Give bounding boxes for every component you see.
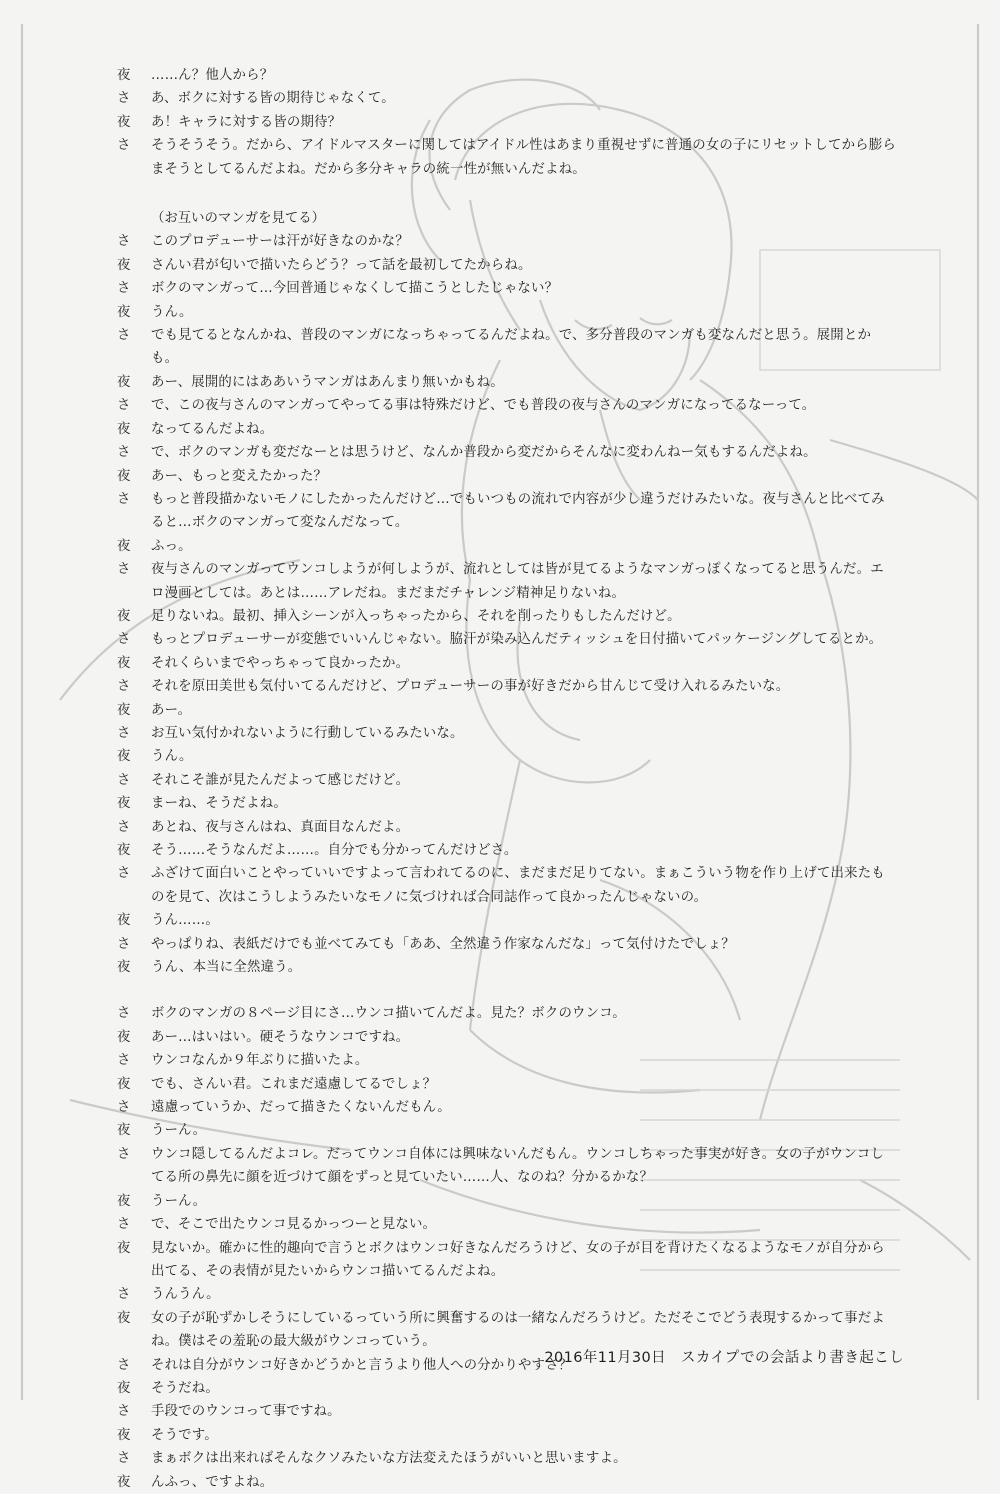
dialogue-line — [117, 816, 897, 839]
dialogue-line — [117, 418, 897, 441]
dialogue-text: うーん。 — [151, 1123, 207, 1139]
speaker-label: さ — [117, 138, 131, 154]
dialogue-text: あ、ボクに対する皆の期待じゃなくて。 — [151, 91, 395, 107]
dialogue-text: そうです。 — [151, 1427, 218, 1443]
dialogue-line — [117, 956, 897, 979]
dialogue-line — [117, 230, 897, 253]
dialogue-text: そうだね。 — [151, 1380, 219, 1396]
speaker-label: 夜 — [117, 468, 131, 484]
dialogue-line — [117, 839, 897, 862]
dialogue-text: それこそ誰が見たんだよって感じだけど。 — [151, 772, 410, 788]
dialogue-line — [117, 722, 897, 745]
speaker-label: さ — [117, 1451, 131, 1467]
dialogue-line — [117, 111, 897, 134]
speaker-label: さ — [117, 562, 131, 578]
speaker-label: 夜 — [117, 1123, 131, 1139]
speaker-label: さ — [117, 725, 131, 741]
dialogue-line — [117, 909, 897, 932]
dialogue-line — [117, 134, 897, 181]
dialogue-text: そうそうそう。だから、アイドルマスターに関してはアイドル性はあまり重視せずに普通の女の子にリセットしてから膨らまそうとしてるんだよね。だから多分キャラの統一性が無いんだよね。 — [151, 138, 896, 177]
speaker-label: 夜 — [117, 1427, 131, 1443]
dialogue-line — [117, 1026, 897, 1049]
speaker-label: さ — [117, 281, 131, 297]
speaker-label: 夜 — [117, 1310, 131, 1326]
speaker-label: 夜 — [117, 421, 131, 437]
dialogue-text: あー、展開的にはああいうマンガはあんまり無いかもね。 — [151, 374, 504, 390]
speaker-label: さ — [117, 936, 131, 952]
speaker-label: さ — [117, 234, 131, 250]
dialogue-text: あ！キャラに対する皆の期待？ — [151, 114, 342, 130]
dialogue-line — [117, 1002, 897, 1025]
dialogue-text: ふっ。 — [151, 538, 192, 554]
speaker-label: さ — [117, 1357, 131, 1373]
speaker-label: さ — [117, 445, 131, 461]
dialogue-text: お互い気付かれないように行動しているみたいな。 — [151, 725, 464, 741]
dialogue-line — [117, 441, 897, 464]
dialogue-text: でも、さんい君。これまだ遠慮してるでしょ？ — [151, 1076, 437, 1092]
speaker-label: 夜 — [117, 1474, 131, 1490]
dialogue-text: ……ん？他人から？ — [151, 68, 274, 83]
dialogue-text: やっぱりね、表紙だけでも並べてみても「ああ、全然違う作家なんだな」って気付けたでしょ？ — [151, 936, 735, 952]
dialogue-text: あー…はいはい。硬そうなウンコですね。 — [151, 1029, 410, 1045]
dialogue-line — [117, 1143, 897, 1190]
speaker-label: 夜 — [117, 960, 131, 976]
dialogue-line — [117, 1049, 897, 1072]
speaker-label: 夜 — [117, 1240, 131, 1256]
dialogue-text: うん。 — [151, 304, 193, 320]
dialogue-line — [117, 675, 897, 698]
dialogue-line — [117, 488, 897, 535]
speaker-label: 夜 — [117, 538, 131, 554]
speaker-label: さ — [117, 1146, 131, 1162]
speaker-label: 夜 — [117, 1193, 131, 1209]
dialogue-line — [117, 652, 897, 675]
dialogue-line — [117, 1073, 897, 1096]
dialogue-text: あー。 — [151, 702, 192, 718]
dialogue-line — [117, 1190, 897, 1213]
speaker-label: さ — [117, 1217, 131, 1233]
speaker-label: 夜 — [117, 304, 131, 320]
dialogue-line — [117, 301, 897, 324]
dialogue-text: あとね、夜与さんはね、真面目なんだよ。 — [151, 819, 410, 835]
dialogue-text: うん、本当に全然違う。 — [151, 960, 302, 976]
speaker-label: 夜 — [117, 68, 131, 83]
dialogue-line — [117, 87, 897, 110]
dialogue-line — [117, 277, 897, 300]
dialogue-text: でも見てるとなんかね、普段のマンガになっちゃってるんだよね。で、多分普段のマンガも変なんだと思う。展開とかも。 — [151, 328, 872, 367]
dialogue-line — [117, 371, 897, 394]
dialogue-text: で、この夜与さんのマンガってやってる事は特殊だけど、でも普段の夜与さんのマンガになってるなーって。 — [151, 398, 816, 414]
speaker-label: 夜 — [117, 257, 131, 273]
dialogue-section-3 — [117, 1002, 897, 1494]
speaker-label: さ — [117, 398, 131, 414]
dialogue-text: 見ないか。確かに性的趣向で言うとボクはウンコ好きなんだろうけど、女の子が目を背けたくなるようなモノが自分から出てる、その表情が見たいからウンコ描いてるんだよね。 — [151, 1240, 885, 1279]
dialogue-text: うんうん。 — [151, 1287, 220, 1303]
dialogue-line — [117, 1213, 897, 1236]
dialogue-line — [117, 769, 897, 792]
dialogue-line — [117, 558, 897, 605]
dialogue-text: まーね、そうだよね。 — [151, 796, 287, 812]
dialogue-text: ウンコなんか９年ぶりに描いたよ。 — [151, 1053, 369, 1069]
speaker-label: さ — [117, 91, 131, 107]
speaker-label: さ — [117, 491, 131, 507]
speaker-label: さ — [117, 1404, 131, 1420]
dialogue-line — [117, 1424, 897, 1447]
dialogue-line — [117, 1237, 897, 1284]
dialogue-line — [117, 933, 897, 956]
dialogue-line — [117, 1400, 897, 1423]
dialogue-text: ボクのマンガの８ページ目にさ…ウンコ描いてんだよ。見た？ボクのウンコ。 — [151, 1006, 626, 1022]
dialogue-text: 足りないね。最初、挿入シーンが入っちゃったから、それを削ったりもしたんだけど。 — [151, 608, 681, 624]
dialogue-text: で、そこで出たウンコ見るかっつーと見ない。 — [151, 1217, 437, 1233]
dialogue-line — [117, 862, 897, 909]
dialogue-text: 手段でのウンコって事ですね。 — [151, 1404, 341, 1420]
dialogue-text: そう……そうなんだよ……。自分でも分かってんだけどさ。 — [151, 843, 518, 858]
dialogue-line — [117, 254, 897, 277]
transcript — [117, 64, 897, 1494]
dialogue-text: このプロデューサーは汗が好きなのかな？ — [151, 234, 409, 250]
dialogue-text: うん……。 — [151, 913, 219, 929]
speaker-label: 夜 — [117, 796, 131, 812]
dialogue-text: もっと普段描かないモノにしたかったんだけど…でもいつもの流れで内容が少し違うだけみたいな。夜与さんと比べてみると…ボクのマンガって変なんだなって。 — [151, 491, 885, 531]
dialogue-line — [117, 535, 897, 558]
dialogue-text: あー、もっと変えたかった？ — [151, 468, 328, 484]
dialogue-line — [117, 1471, 897, 1494]
section-heading: （お互いのマンガを見てる） — [151, 211, 326, 227]
dialogue-text: さんい君が匂いで描いたらどう？って話を最初してたからね。 — [151, 257, 532, 273]
dialogue-line — [117, 1119, 897, 1142]
speaker-label: 夜 — [117, 608, 131, 624]
speaker-label: 夜 — [117, 1380, 131, 1396]
speaker-label: さ — [117, 866, 131, 882]
speaker-label: さ — [117, 1006, 131, 1022]
dialogue-text: それは自分がウンコ好きかどうかと言うより他人への分かりやすさ？ — [151, 1357, 573, 1373]
dialogue-line — [117, 745, 897, 768]
dialogue-line — [117, 1096, 897, 1119]
speaker-label: 夜 — [117, 374, 131, 390]
speaker-label: さ — [117, 679, 131, 695]
speaker-label: さ — [117, 1100, 131, 1116]
dialogue-text: まぁボクは出来ればそんなクソみたいな方法変えたほうがいいと思いますよ。 — [151, 1451, 627, 1467]
speaker-label: さ — [117, 1053, 131, 1069]
dialogue-text: もっとプロデューサーが変態でいいんじゃない。脇汗が染み込んだティッシュを日付描いてパッケージングしてるとか。 — [151, 632, 883, 648]
speaker-label: 夜 — [117, 702, 131, 718]
dialogue-section-2 — [117, 230, 897, 979]
transcript-date-note: 2016年11月30日 スカイプでの会話より書き起こし — [544, 1350, 904, 1366]
dialogue-line — [117, 1377, 897, 1400]
dialogue-line — [117, 324, 897, 371]
speaker-label: 夜 — [117, 913, 131, 929]
speaker-label: さ — [117, 1287, 131, 1303]
speaker-label: さ — [117, 819, 131, 835]
dialogue-line — [117, 605, 897, 628]
dialogue-line — [117, 394, 897, 417]
dialogue-text: うーん。 — [151, 1193, 207, 1209]
speaker-label: 夜 — [117, 114, 131, 130]
speaker-label: 夜 — [117, 1076, 131, 1092]
dialogue-text: ふざけて面白いことやっていいですよって言われてるのに、まだまだ足りてない。まぁこういう物を作り上げて出来たものを見て、次はこうしようみたいなモノに気づければ合同誌作って良かったんじゃないの。 — [151, 866, 885, 905]
speaker-label: さ — [117, 328, 131, 344]
speaker-label: さ — [117, 772, 131, 788]
dialogue-text: ウンコ隠してるんだよコレ。だってウンコ自体には興味ないんだもん。ウンコしちゃった事実が好き。女の子がウンコしてる所の鼻先に顔を近づけて顔をずっと見ていたい……人、なのね？分かるかな？ — [151, 1146, 885, 1186]
dialogue-text: 夜与さんのマンガってウンコしようが何しようが、流れとしては皆が見てるようなマンガっぽくなってると思うんだ。エロ漫画としては。あとは……アレだね。まだまだチャレンジ精神足りないね。 — [151, 562, 884, 601]
dialogue-text: なってるんだよね。 — [151, 421, 274, 437]
dialogue-section-1 — [117, 64, 897, 181]
dialogue-text: で、ボクのマンガも変だなーとは思うけど、なんか普段から変だからそんなに変わんねー気もするんだよね。 — [151, 445, 817, 461]
dialogue-text: それくらいまでやっちゃって良かったか。 — [151, 655, 410, 671]
speaker-label: 夜 — [117, 1029, 131, 1045]
speaker-label: さ — [117, 632, 131, 648]
speaker-label: 夜 — [117, 749, 131, 765]
dialogue-text: 遠慮っていうか、だって描きたくないんだもん。 — [151, 1100, 451, 1116]
dialogue-line — [117, 699, 897, 722]
dialogue-text: ボクのマンガって…今回普通じゃなくして描こうとしたじゃない？ — [151, 281, 559, 297]
dialogue-text: 女の子が恥ずかしそうにしているっていう所に興奮するのは一緒なんだろうけど。ただそこでどう表現するかって事だよね。僕はその羞恥の最大級がウンコっていう。 — [151, 1310, 885, 1350]
dialogue-line — [117, 1447, 897, 1470]
speaker-label: 夜 — [117, 655, 131, 671]
dialogue-line — [117, 1283, 897, 1306]
dialogue-line — [117, 64, 897, 87]
dialogue-text: それを原田美世も気付いてるんだけど、プロデューサーの事が好きだから甘んじて受け入れるみたいな。 — [151, 679, 790, 695]
dialogue-text: うん。 — [151, 749, 193, 765]
dialogue-text: んふっ、ですよね。 — [151, 1474, 274, 1490]
dialogue-line — [117, 628, 897, 651]
dialogue-line — [117, 465, 897, 488]
speaker-label: 夜 — [117, 843, 131, 858]
dialogue-line — [117, 792, 897, 815]
